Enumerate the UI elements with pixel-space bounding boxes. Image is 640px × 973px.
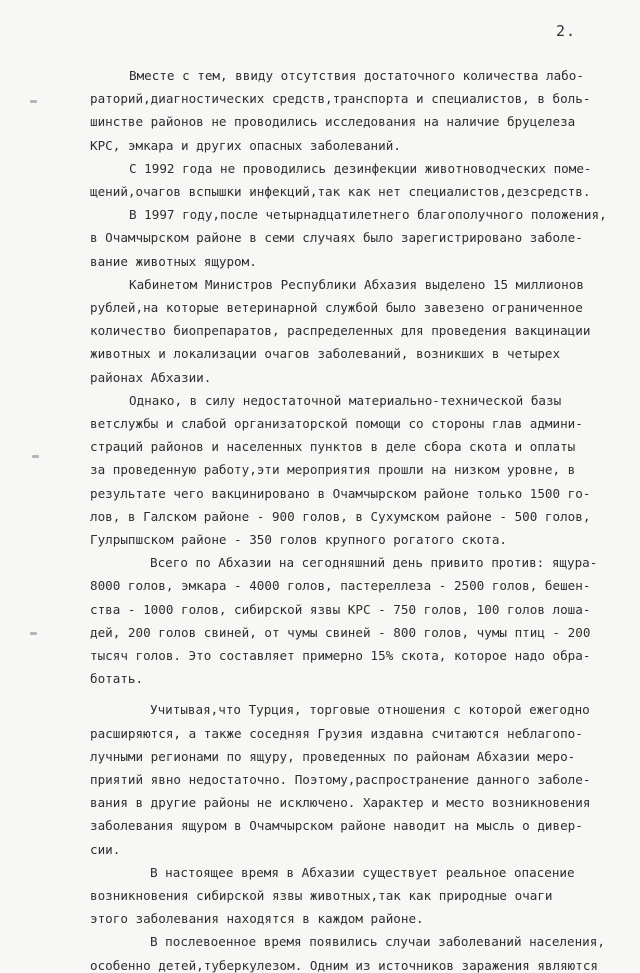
text-line: в Очамчырском районе в семи случаях было зарегистрировано заболе- [90, 230, 583, 245]
text-line: шинстве районов не проводились исследования на наличие бруцелеза [90, 114, 576, 129]
text-line: расширяются, а также соседняя Грузия издавна считаются неблагопо- [90, 726, 583, 741]
text-line: дей, 200 голов свиней, от чумы свиней - 800 голов, чумы птиц - 200 [90, 625, 591, 640]
text-line: В послевоенное время появились случаи заболеваний населения, [150, 934, 605, 949]
text-line: заболевания ящуром в Очамчырском районе наводит на мысль о дивер- [90, 818, 583, 833]
text-line: В настоящее время в Абхазии существует реальное опасение [150, 865, 575, 880]
text-line: приятий явно недостаточно. Поэтому,распространение данного заболе- [90, 772, 591, 787]
text-line: Однако, в силу недостаточной материально-технической базы [129, 393, 562, 408]
text-line: Вместе с тем, ввиду отсутствия достаточного количества лабо- [129, 68, 584, 83]
text-line: Кабинетом Министров Республики Абхазия выделено 15 миллионов [129, 277, 584, 292]
text-line: лов, в Галском районе - 900 голов, в Сухумском районе - 500 голов, [90, 509, 591, 524]
text-line: раторий,диагностических средств,транспорта и специалистов, в боль- [90, 91, 591, 106]
text-line: результате чего вакцинировано в Очамчырском районе только 1500 го- [90, 486, 591, 501]
text-line: этого заболевания находятся в каждом районе. [90, 911, 424, 926]
text-line: особенно детей,туберкулезом. Одним из источников заражения являются [90, 958, 598, 973]
text-line: лучными регионами по ящуру, проведенных по районам Абхазии меро- [90, 749, 576, 764]
text-line: 8000 голов, эмкара - 4000 голов, пастереллеза - 2500 голов, бешен- [90, 578, 591, 593]
text-line: страций районов и населенных пунктов в деле сбора скота и оплаты [90, 439, 576, 454]
text-line: районах Абхазии. [90, 370, 212, 385]
text-line: рублей,на которые ветеринарной службой было завезено ограниченное [90, 300, 583, 315]
text-line: Учитывая,что Турция, торговые отношения с которой ежегодно [150, 702, 590, 717]
text-line: ства - 1000 голов, сибирской язвы КРС - 750 голов, 100 голов лоша- [90, 602, 591, 617]
text-line: щений,очагов вспышки инфекций,так как нет специалистов,дезсредств. [90, 184, 591, 199]
text-line: возникновения сибирской язвы животных,так как природные очаги [90, 888, 553, 903]
text-line: ветслужбы и слабой организаторской помощи со стороны глав админи- [90, 416, 583, 431]
text-line: за проведенную работу,эти мероприятия прошли на низком уровне, в [90, 462, 576, 477]
page-number: 2. [556, 22, 577, 40]
text-line: Гулрыпшском районе - 350 голов крупного рогатого скота. [90, 532, 508, 547]
text-line: количество биопрепаратов, распределенных для проведения вакцинации [90, 323, 591, 338]
text-line: ботать. [90, 671, 144, 686]
text-line: С 1992 года не проводились дезинфекции животноводческих поме- [129, 161, 592, 176]
text-line: вания в другие районы не исключено. Характер и место возникновения [90, 795, 591, 810]
margin-scan-mark [30, 632, 37, 635]
text-line: В 1997 году,после четырнадцатилетнего благополучного положения, [129, 207, 607, 222]
text-line: животных и локализации очагов заболеваний, возникших в четырех [90, 346, 561, 361]
text-line: Всего по Абхазии на сегодняшний день привито против: ящура- [150, 555, 598, 570]
text-line: тысяч голов. Это составляет примерно 15% скота, которое надо обра- [90, 648, 591, 663]
margin-scan-mark [30, 100, 37, 103]
text-line: сии. [90, 842, 121, 857]
text-line: вание животных ящуром. [90, 254, 257, 269]
text-line: КРС, эмкара и других опасных заболеваний. [90, 138, 401, 153]
margin-scan-mark [32, 455, 39, 458]
